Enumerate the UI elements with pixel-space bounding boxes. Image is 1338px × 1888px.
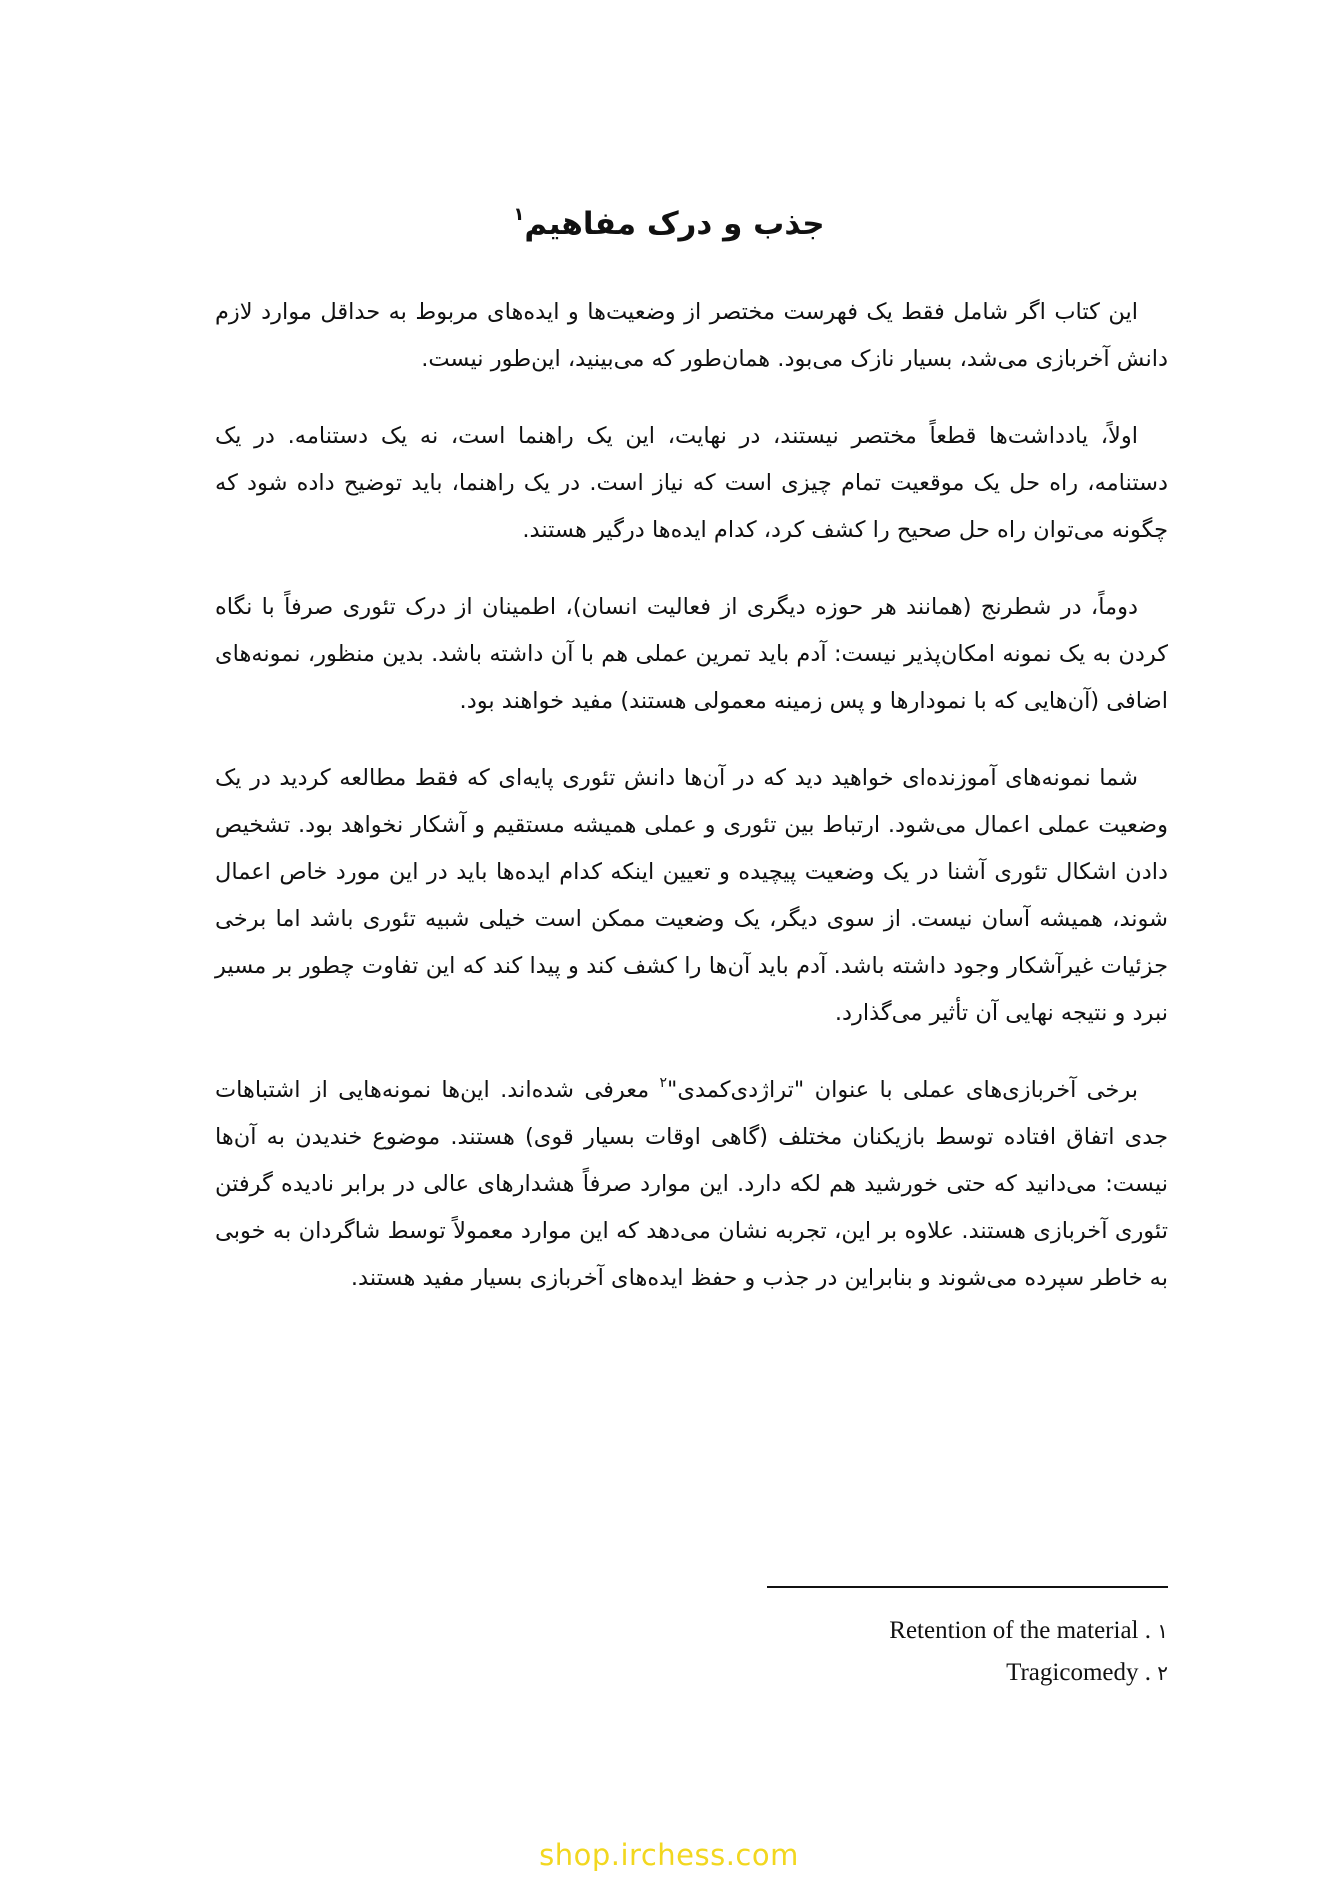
paragraph-5-text-after: معرفی شده‌اند. این‌ها نمونه‌هایی از اشتباهات جدی اتفاق افتاده توسط بازیکنان مختلف (گاهی اوقات بسیار قوی) هستند. موضوع خندیدن به آن‌ها نیست: می‌دانید که حتی خورشید هم لکه دارد. این موارد صرفاً هشدارهای عالی در برابر نادیده گرفتن تئوری آخربازی هستند. علاوه بر این، تجربه نشان می‌دهد که این موارد معمولاً توسط شاگردان به خوبی به خاطر سپرده می‌شوند و بنابراین در جذب و حفظ ایده‌های آخربازی بسیار مفید هستند. [215,1077,1168,1291]
body-text [215,289,1168,1332]
footnote-1: Retention of the material . ۱ [889,1617,1168,1644]
paragraph-2: اولاً، یادداشت‌ها قطعاً مختصر نیستند، در نهایت، این یک راهنما است، نه یک دستنامه. در یک دستنامه، راه حل یک موقعیت تمام چیزی است که نیاز است. در یک راهنما، باید توضیح داده شود که چگونه می‌توان راه حل صحیح را کشف کرد، کدام ایده‌ها درگیر هستند. [215,423,1168,543]
footnote-1-number: ۱ [1157,1619,1168,1643]
paragraph-5-footnote-marker: ۲ [659,1075,667,1091]
paragraph-3: دوماً، در شطرنج (همانند هر حوزه دیگری از فعالیت انسان)، اطمینان از درک تئوری صرفاً با نگاه کردن به یک نمونه امکان‌پذیر نیست: آدم باید تمرین عملی هم با آن داشته باشد. بدین منظور، نمونه‌های اضافی (آن‌هایی که با نمودارها و پس زمینه معمولی هستند) مفید خواهند بود. [215,594,1168,714]
paragraph-5 [215,1067,1168,1302]
footnote-2-text: Tragicomedy [1006,1659,1139,1686]
footnote-1-text: Retention of the material [889,1617,1139,1644]
footnotes [767,1610,1168,1694]
footnote-2-number: ۲ [1157,1661,1168,1685]
paragraph-5-text-before: برخی آخربازی‌های عملی با عنوان "تراژدی‌کمدی" [667,1077,1138,1103]
paragraph-4: شما نمونه‌های آموزنده‌ای خواهید دید که در آن‌ها دانش تئوری پایه‌ای که فقط مطالعه کردید در یک وضعیت عملی اعمال می‌شود. ارتباط بین تئوری و عملی همیشه مستقیم و آشکار نخواهد بود. تشخیص دادن اشکال تئوری آشنا در یک وضعیت پیچیده و تعیین اینکه کدام ایده‌ها باید در این مورد خاص اعمال شوند، همیشه آسان نیست. از سوی دیگر، یک وضعیت ممکن است خیلی شبیه تئوری باشد اما برخی جزئیات غیرآشکار وجود داشته باشد. آدم باید آن‌ها را کشف کند و پیدا کند که این تفاوت چطور بر مسیر نبرد و نتیجه نهایی آن تأثیر می‌گذارد. [215,765,1168,1026]
footnote-divider [767,1586,1168,1588]
watermark-url: shop.irchess.com [539,1838,799,1872]
title-footnote-marker: ۱ [513,204,525,225]
footnote-2: Tragicomedy . ۲ [1006,1659,1168,1686]
paragraph-1: این کتاب اگر شامل فقط یک فهرست مختصر از وضعیت‌ها و ایده‌های مربوط به حداقل موارد لازم دانش آخربازی می‌شد، بسیار نازک می‌بود. همان‌طور که می‌بینید، این‌طور نیست. [215,299,1168,372]
chapter-title [0,202,1338,246]
chapter-title-text: جذب و درک مفاهیم [524,206,825,242]
